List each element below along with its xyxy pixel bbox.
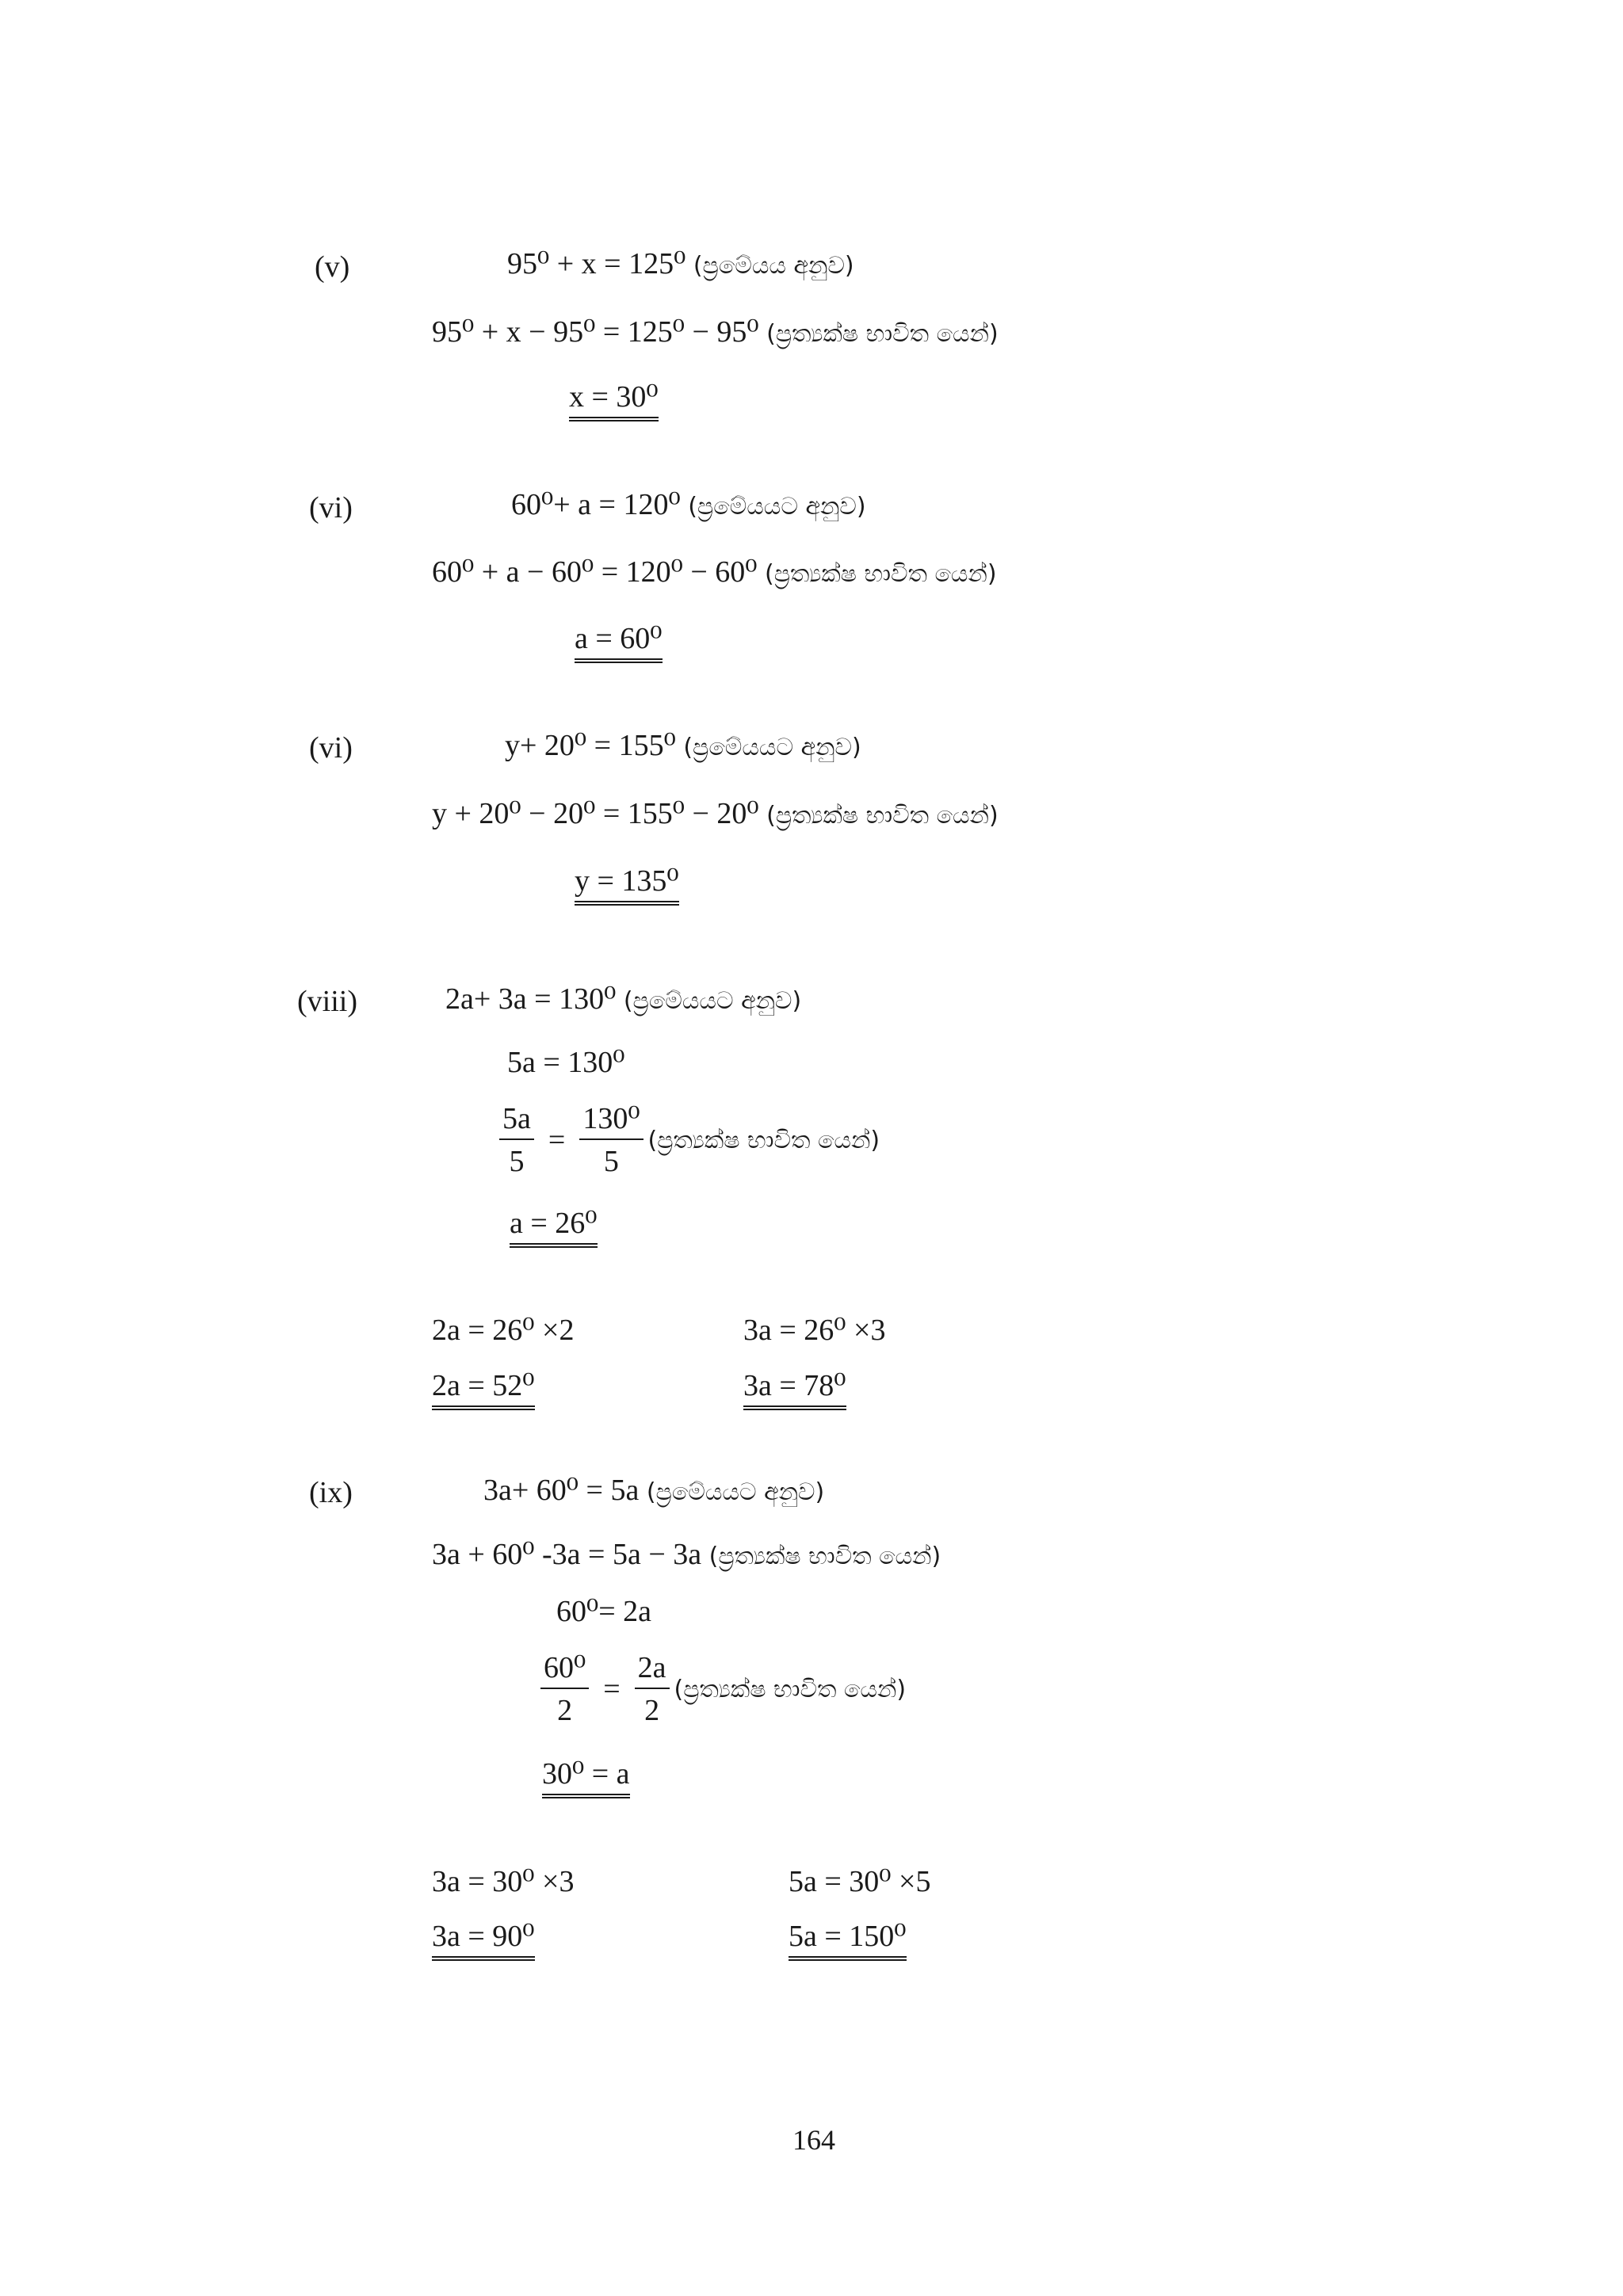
- fraction-viii-left: $\frac{5a}{5}$: [499, 1104, 534, 1177]
- answer-ix: 30⁰ = a: [542, 1759, 630, 1798]
- answer-v: x = 30⁰: [569, 382, 659, 421]
- calc-viii-left: 2a = 26⁰ ×2: [432, 1314, 575, 1347]
- equation-v-line1: 95⁰ + x = 125⁰ (ප්‍රමේයය අනුව): [507, 247, 854, 280]
- fraction-equation-viii: [495, 1104, 880, 1177]
- note-viii-fraction: (ප්‍රත්‍යක්ෂ භාවිත යෙන්): [647, 1126, 880, 1154]
- note-vi-line2: (ප්‍රත්‍යක්ෂ භාවිත යෙන්): [765, 560, 997, 588]
- problem-label-vi-b: (vi): [309, 731, 353, 765]
- note-v-line2: (ප්‍රත්‍යක්ෂ භාවිත යෙන්): [766, 320, 999, 348]
- problem-label-viii: (viii): [297, 985, 357, 1018]
- page-number: 164: [792, 2124, 835, 2156]
- problem-label-vi: (vi): [309, 491, 353, 524]
- fraction-ix-right: $\frac{2a}{2}$: [635, 1653, 670, 1726]
- equation-ix-line2: 3a + 60⁰ -3a = 5a − 3a (ප්‍රත්‍යක්ෂ භාවිත යෙන්): [432, 1538, 941, 1571]
- answer-vi: a = 60⁰: [575, 624, 663, 663]
- answer-viii-right: 3a = 78⁰: [743, 1371, 846, 1410]
- equation-ix-line1: 3a+ 60⁰ = 5a (ප්‍රමේයයට අනුව): [483, 1474, 825, 1507]
- problem-label-ix: (ix): [309, 1476, 353, 1509]
- note-ix-line1: (ප්‍රමේයයට අනුව): [646, 1478, 825, 1506]
- equation-viii-line2: 5a = 130⁰: [507, 1046, 625, 1079]
- fraction-equation-ix: [536, 1653, 906, 1726]
- calc-ix-right: 5a = 30⁰ ×5: [789, 1865, 931, 1898]
- fraction-viii-right: $\frac{\text{130⁰}}{5}$: [579, 1104, 643, 1177]
- note-vi-line1: (ප්‍රමේයයට අනුව): [688, 493, 866, 521]
- note-ix-fraction: (ප්‍රත්‍යක්ෂ භාවිත යෙන්): [674, 1675, 907, 1703]
- problem-label-v: (v): [315, 250, 350, 284]
- answer-viii: a = 26⁰: [510, 1208, 598, 1248]
- answer-viii-left: 2a = 52⁰: [432, 1371, 535, 1410]
- equation-vi-b-line1: y+ 20⁰ = 155⁰ (ප්‍රමේයයට අනුව): [505, 729, 861, 762]
- note-vi-b-line2: (ප්‍රත්‍යක්ෂ භාවිත යෙන්): [766, 802, 999, 830]
- equation-vi-line1: 60⁰+ a = 120⁰ (ප්‍රමේයයට අනුව): [511, 488, 866, 521]
- equation-v-line2: 95⁰ + x − 95⁰ = 125⁰ − 95⁰ (ප්‍රත්‍යක්ෂ භාවිත යෙන්): [432, 315, 999, 349]
- equals-sign: =: [603, 1672, 621, 1706]
- answer-ix-left: 3a = 90⁰: [432, 1921, 535, 1961]
- equation-vi-b-line2: y + 20⁰ − 20⁰ = 155⁰ − 20⁰ (ප්‍රත්‍යක්ෂ භාවිත යෙන්): [432, 797, 999, 830]
- answer-vi-b: y = 135⁰: [575, 866, 679, 906]
- calc-viii-right: 3a = 26⁰ ×3: [743, 1314, 886, 1347]
- fraction-ix-left: $\frac{\text{60⁰}}{2}$: [540, 1653, 589, 1726]
- note-vi-b-line1: (ප්‍රමේයයට අනුව): [683, 734, 861, 761]
- equation-viii-line1: 2a+ 3a = 130⁰ (ප්‍රමේයයට අනුව): [445, 982, 802, 1016]
- equation-ix-line3: 60⁰= 2a: [556, 1595, 652, 1628]
- note-viii-line1: (ප්‍රමේයයට අනුව): [623, 987, 802, 1015]
- equals-sign: =: [548, 1123, 566, 1157]
- answer-ix-right: 5a = 150⁰: [789, 1921, 907, 1961]
- equation-vi-line2: 60⁰ + a − 60⁰ = 120⁰ − 60⁰ (ප්‍රත්‍යක්ෂ භාවිත යෙන්): [432, 555, 997, 589]
- calc-ix-left: 3a = 30⁰ ×3: [432, 1865, 575, 1898]
- note-v-line1: (ප්‍රමේයය අනුව): [693, 252, 854, 280]
- note-ix-line2: (ප්‍රත්‍යක්ෂ භාවිත යෙන්): [708, 1543, 941, 1570]
